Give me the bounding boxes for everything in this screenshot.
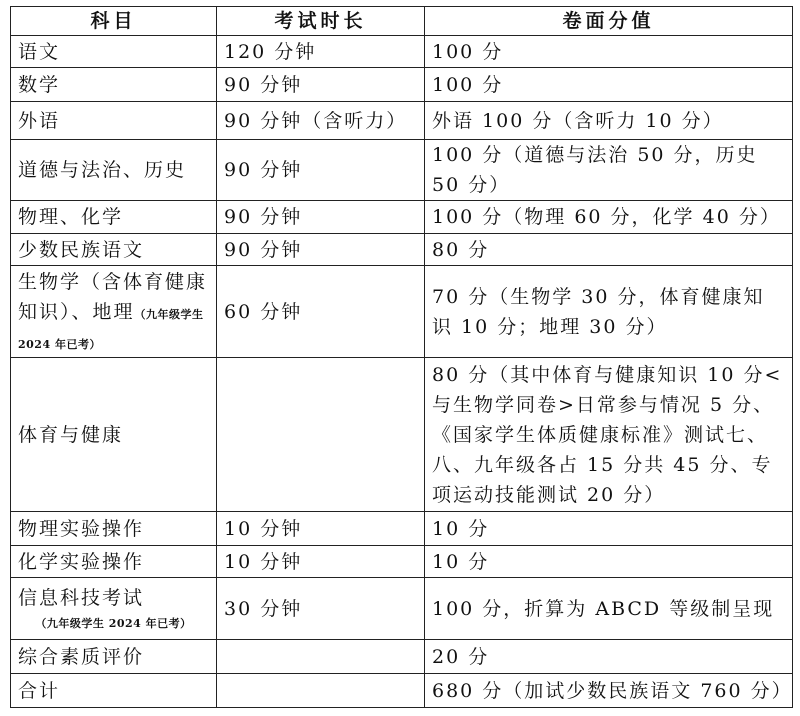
- table-row: [11, 674, 793, 708]
- subject-cell: 综合素质评价: [11, 640, 217, 674]
- header-subject: 科目: [11, 7, 217, 36]
- score-cell: 10 分: [425, 546, 793, 578]
- table-row: [11, 201, 793, 234]
- duration-cell: 90 分钟: [217, 234, 425, 266]
- subject-cell: [11, 266, 217, 358]
- score-cell: 70 分（生物学 30 分，体育健康知识 10 分；地理 30 分）: [425, 266, 793, 358]
- score-cell: 100 分: [425, 36, 793, 68]
- subject-cell: 物理、化学: [11, 201, 217, 234]
- table-row: [11, 640, 793, 674]
- score-cell: 680 分（加试少数民族语文 760 分）: [425, 674, 793, 708]
- duration-cell: 30 分钟: [217, 578, 425, 640]
- duration-cell: 90 分钟（含听力）: [217, 102, 425, 140]
- score-cell: 100 分（物理 60 分，化学 40 分）: [425, 201, 793, 234]
- table-row: [11, 512, 793, 546]
- duration-cell: 90 分钟: [217, 68, 425, 102]
- table-row: [11, 36, 793, 68]
- table-row: [11, 68, 793, 102]
- subject-note: （九年级学生 2024 年已考）: [35, 616, 192, 630]
- duration-cell: 120 分钟: [217, 36, 425, 68]
- table-row: [11, 234, 793, 266]
- table-row: [11, 102, 793, 140]
- score-cell: 外语 100 分（含听力 10 分）: [425, 102, 793, 140]
- duration-cell: [217, 640, 425, 674]
- table-row: [11, 266, 793, 358]
- score-cell: 10 分: [425, 512, 793, 546]
- subject-cell: 物理实验操作: [11, 512, 217, 546]
- subject-cell: [11, 578, 217, 640]
- subject-cell: 道德与法治、历史: [11, 140, 217, 201]
- score-cell: 100 分，折算为 ABCD 等级制呈现: [425, 578, 793, 640]
- subject-cell: 语文: [11, 36, 217, 68]
- score-cell: 100 分: [425, 68, 793, 102]
- exam-subjects-table: [10, 6, 793, 708]
- table-row: [11, 578, 793, 640]
- score-cell: 20 分: [425, 640, 793, 674]
- duration-cell: 60 分钟: [217, 266, 425, 358]
- subject-cell: 少数民族语文: [11, 234, 217, 266]
- subject-cell: 化学实验操作: [11, 546, 217, 578]
- subject-note: （九年级学生 2024 年已考）: [18, 307, 204, 351]
- duration-cell: 90 分钟: [217, 140, 425, 201]
- header-duration: 考试时长: [217, 7, 425, 36]
- table-row: [11, 358, 793, 512]
- duration-cell: [217, 358, 425, 512]
- subject-cell: 数学: [11, 68, 217, 102]
- table-row: [11, 140, 793, 201]
- subject-cell: 体育与健康: [11, 358, 217, 512]
- score-cell: 80 分: [425, 234, 793, 266]
- table-header-row: [11, 7, 793, 36]
- subject-cell: 合计: [11, 674, 217, 708]
- duration-cell: 90 分钟: [217, 201, 425, 234]
- score-cell: 100 分（道德与法治 50 分，历史 50 分）: [425, 140, 793, 201]
- header-score: 卷面分值: [425, 7, 793, 36]
- duration-cell: 10 分钟: [217, 546, 425, 578]
- subject-text: 生物学（含体育健康知识）、地理: [18, 270, 208, 323]
- subject-cell: 外语: [11, 102, 217, 140]
- duration-cell: [217, 674, 425, 708]
- table-row: [11, 546, 793, 578]
- subject-text: 信息科技考试: [18, 586, 145, 609]
- duration-cell: 10 分钟: [217, 512, 425, 546]
- score-cell: 80 分（其中体育与健康知识 10 分<与生物学同卷>日常参与情况 5 分、《国家学生体质健康标准》测试七、八、九年级各占 15 分共 45 分、专项运动技能测试 20 分）: [425, 358, 793, 512]
